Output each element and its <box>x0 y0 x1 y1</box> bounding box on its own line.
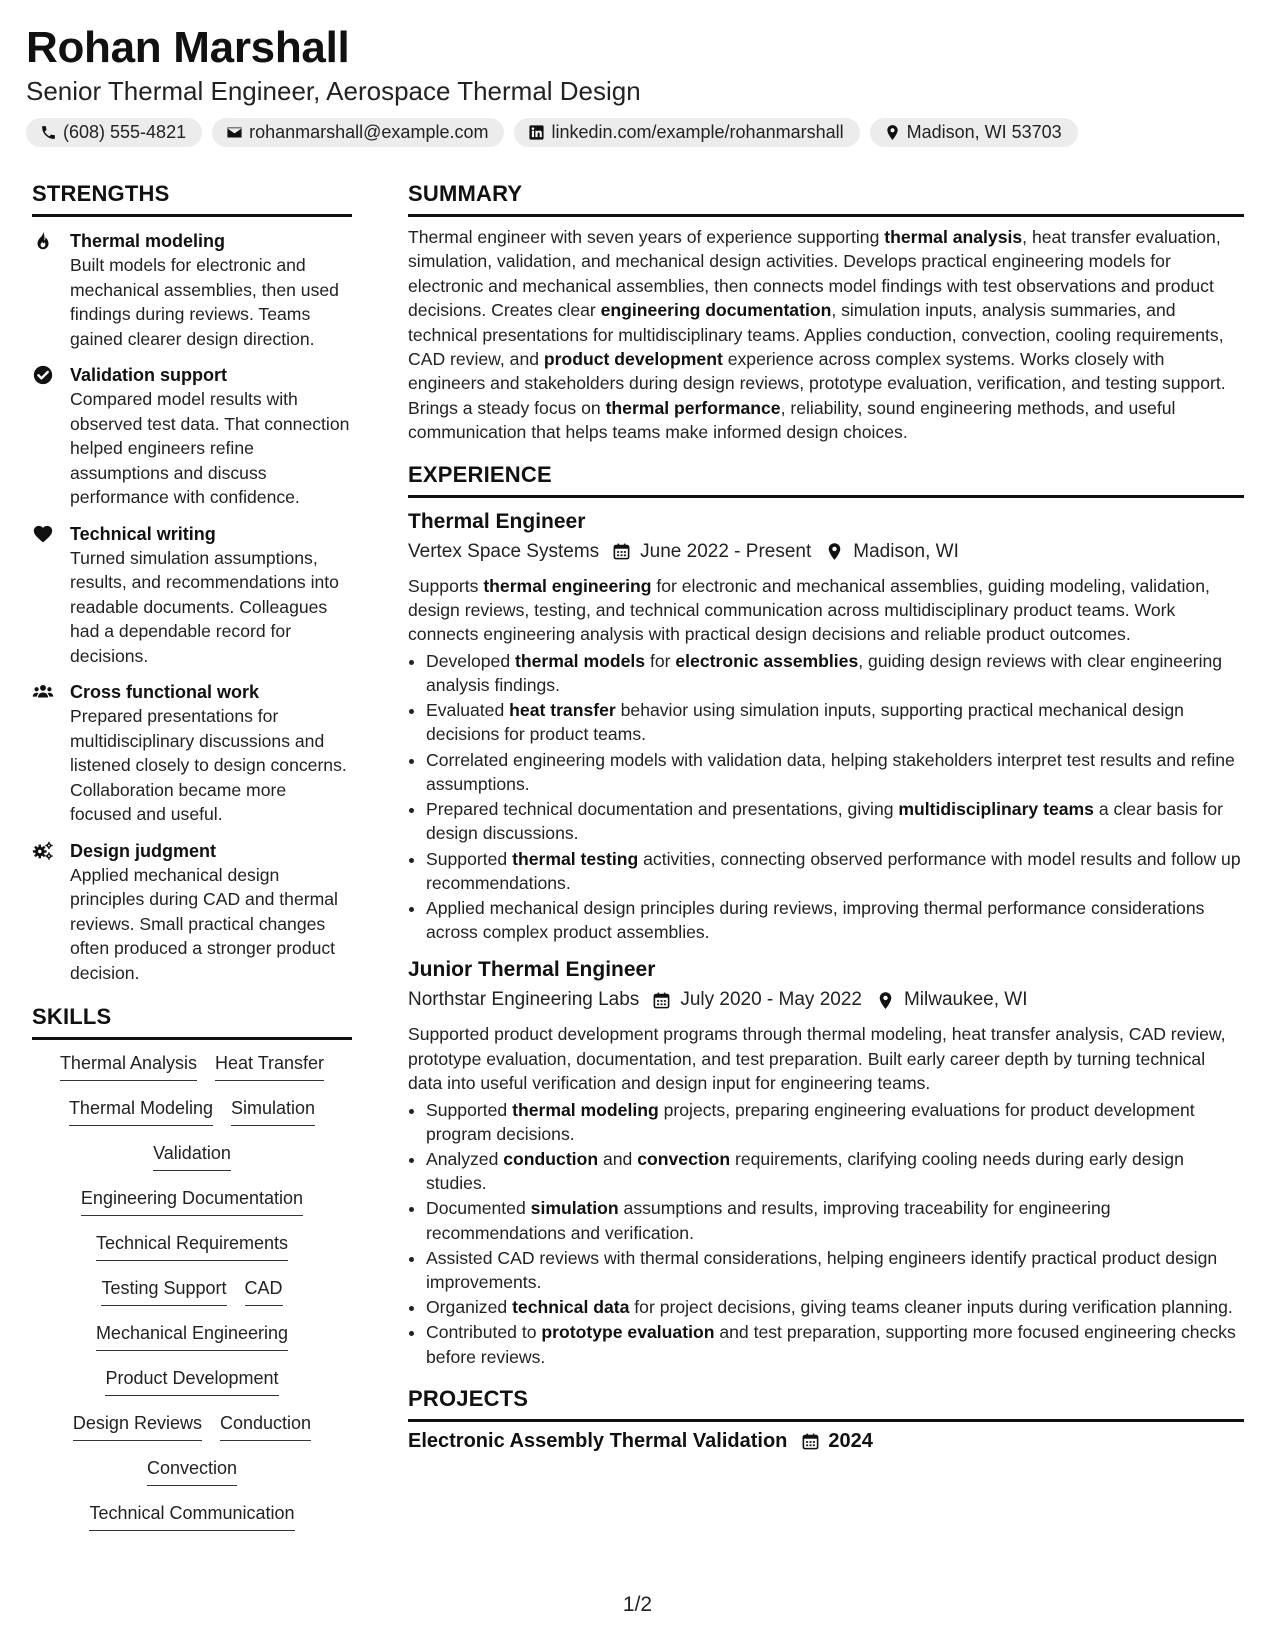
skill-row <box>32 1320 352 1365</box>
linkedin-icon <box>528 124 545 141</box>
skill-row <box>32 1095 352 1140</box>
calendar-icon <box>801 1432 820 1451</box>
map-pin-icon <box>876 991 895 1010</box>
contact-phone-text: (608) 555-4821 <box>63 122 187 142</box>
right-column <box>408 180 1244 1453</box>
skill-tag: Mechanical Engineering <box>96 1320 288 1351</box>
strength-title: Cross functional work <box>70 682 260 702</box>
job-bullet: • Supported thermal testing activities, connecting observed performance with model results and follow up recommendations. <box>426 847 1244 895</box>
strengths-heading: STRENGTHS <box>32 180 352 217</box>
summary-heading: SUMMARY <box>408 180 1244 217</box>
job-bullet: • Contributed to prototype evaluation and test preparation, supporting more focused engineering checks before reviews. <box>426 1320 1244 1368</box>
check-circle-icon <box>32 364 54 386</box>
strength-title: Design judgment <box>70 840 217 861</box>
contact-phone[interactable] <box>26 118 202 147</box>
users-icon <box>32 681 54 703</box>
job-company: Northstar Engineering Labs <box>408 989 640 1011</box>
job-bullet: • Evaluated heat transfer behavior using simulation inputs, supporting practical mechanical design decisions for product teams. <box>426 698 1244 746</box>
job-title: Junior Thermal Engineer <box>408 958 656 982</box>
contact-email[interactable] <box>212 118 504 147</box>
strength-title: Validation support <box>70 365 228 385</box>
strength-item <box>32 363 352 510</box>
heart-icon <box>32 523 54 545</box>
strength-desc: Prepared presentations for multidisciplinary discussions and listened closely to design concerns. Collaboration became more focused and useful. <box>70 706 347 824</box>
candidate-tagline: Senior Thermal Engineer, Aerospace Thermal Design <box>26 76 641 106</box>
calendar-icon <box>652 991 671 1010</box>
projects-heading: PROJECTS <box>408 1385 1244 1422</box>
candidate-name: Rohan Marshall <box>26 23 350 72</box>
job-description: Supported product development programs through thermal modeling, heat transfer analysis, CAD review, prototype evaluation, documentation, and test preparation. Built early career depth by turning technical data into useful verification and design input for engineering teams. <box>408 1024 1226 1094</box>
job-bullet: • Prepared technical documentation and presentations, giving multidisciplinary teams a clear basis for design discussions. <box>426 797 1244 845</box>
skill-tag: Heat Transfer <box>215 1050 324 1081</box>
strength-desc: Compared model results with observed test data. That connection helped engineers refine assumptions and discuss performance with confidence. <box>70 389 350 507</box>
skill-tag: Simulation <box>231 1095 315 1126</box>
skill-tag: Convection <box>147 1455 237 1486</box>
project-title: Electronic Assembly Thermal Validation <box>408 1429 788 1452</box>
strength-item <box>32 839 352 986</box>
experience-heading: EXPERIENCE <box>408 461 1244 498</box>
project-item <box>408 1430 1244 1453</box>
job-description: Supports thermal engineering for electronic and mechanical assemblies, guiding modeling, validation, design reviews, testing, and technical communication across multidisciplinary product teams. Work connects engineering analysis with practical design decisions and reliable product outcomes. <box>408 575 1210 645</box>
job-bullet: • Analyzed conduction and convection requirements, clarifying cooling needs during early design studies. <box>426 1147 1244 1195</box>
contact-location <box>870 118 1078 147</box>
skill-tag: Product Development <box>105 1365 278 1396</box>
skill-tag: Technical Communication <box>89 1500 294 1531</box>
contact-location-text: Madison, WI 53703 <box>906 122 1062 142</box>
skill-tag: Validation <box>153 1140 231 1171</box>
strength-item <box>32 229 352 351</box>
calendar-icon <box>612 542 631 561</box>
skills-heading: SKILLS <box>32 1003 352 1040</box>
skill-row <box>32 1140 352 1185</box>
strength-title: Technical writing <box>70 523 216 544</box>
job-bullets <box>408 649 1244 944</box>
map-pin-icon <box>825 542 844 561</box>
contact-bar <box>26 118 1246 147</box>
gears-icon <box>32 840 54 862</box>
strength-item <box>32 522 352 669</box>
summary-text: Thermal engineer with seven years of experience supporting thermal analysis, heat transfer evaluation, simulation, validation, and mechanical design activities. Develops practical engineering models for electronic and mechanical assemblies, then connects model findings with test observations and product decisions. Creates clear engineering documentation, simulation inputs, analysis summaries, and technical presentations for multidisciplinary teams. Applies conduction, convection, cooling requirements, CAD review, and product development experience across complex systems. Works closely with engineers and stakeholders during design reviews, prototype evaluation, verification, and testing support. Brings a steady focus on thermal performance, reliability, sound engineering methods, and useful communication that helps teams make informed design choices. <box>408 227 1226 443</box>
skill-row <box>32 1275 352 1320</box>
contact-linkedin[interactable] <box>514 118 859 147</box>
phone-icon <box>40 124 57 141</box>
resume-header <box>26 22 1246 147</box>
experience-list <box>408 508 1244 1369</box>
job-bullet: • Organized technical data for project decisions, giving teams cleaner inputs during verification planning. <box>426 1295 1244 1319</box>
skill-tag: Thermal Modeling <box>69 1095 213 1126</box>
skill-row <box>32 1230 352 1275</box>
skill-row <box>32 1050 352 1095</box>
job-dates: June 2022 - Present <box>640 540 812 562</box>
job-bullet: • Supported thermal modeling projects, preparing engineering evaluations for product development program decisions. <box>426 1098 1244 1146</box>
job-bullet: • Documented simulation assumptions and results, improving traceability for engineering recommendations and verification. <box>426 1196 1244 1244</box>
job-bullet: • Correlated engineering models with validation data, helping stakeholders interpret test results and refine assumptions. <box>426 748 1244 796</box>
skill-tag: Conduction <box>220 1410 311 1441</box>
job-location: Madison, WI <box>853 540 959 562</box>
contact-linkedin-text: linkedin.com/example/rohanmarshall <box>551 122 844 142</box>
job-company: Vertex Space Systems <box>408 540 600 562</box>
skill-tag: Engineering Documentation <box>81 1185 303 1216</box>
strength-desc: Applied mechanical design principles during CAD and thermal reviews. Small practical changes often produced a stronger product decision. <box>70 864 338 983</box>
strength-desc: Built models for electronic and mechanical assemblies, then used findings during reviews. Teams gained clearer design direction. <box>70 255 339 349</box>
page-number: 1/2 <box>622 1593 653 1616</box>
job-entry <box>408 508 1244 945</box>
flame-icon <box>32 230 54 252</box>
job-dates: July 2020 - May 2022 <box>680 989 862 1011</box>
skill-row <box>32 1500 352 1545</box>
map-pin-icon <box>884 124 901 141</box>
strength-title: Thermal modeling <box>70 231 226 251</box>
envelope-icon <box>226 124 243 141</box>
skill-row <box>32 1365 352 1410</box>
skill-tag: Design Reviews <box>73 1410 202 1441</box>
job-location: Milwaukee, WI <box>903 989 1028 1011</box>
job-meta <box>408 986 1244 1014</box>
job-title: Thermal Engineer <box>408 509 586 533</box>
job-bullet: • Developed thermal models for electronic assemblies, guiding design reviews with clear engineering analysis findings. <box>426 649 1244 697</box>
strength-item <box>32 680 352 827</box>
job-bullet: • Assisted CAD reviews with thermal considerations, helping engineers identify practical product design improvements. <box>426 1246 1244 1294</box>
skill-row <box>32 1455 352 1500</box>
skill-tag: Technical Requirements <box>96 1230 288 1261</box>
left-column <box>32 180 352 1545</box>
project-year: 2024 <box>828 1429 873 1452</box>
job-meta <box>408 538 1244 566</box>
skills-list <box>32 1050 352 1545</box>
skill-tag: Testing Support <box>101 1275 226 1306</box>
strength-desc: Turned simulation assumptions, results, and recommendations into readable documents. Colleagues had a dependable record for decisions. <box>70 547 339 666</box>
job-bullet: • Applied mechanical design principles during reviews, improving thermal performance considerations across complex product assemblies. <box>426 896 1244 944</box>
job-bullets <box>408 1098 1244 1369</box>
job-entry <box>408 956 1244 1368</box>
skill-tag: Thermal Analysis <box>60 1050 197 1081</box>
skill-row <box>32 1185 352 1230</box>
skill-tag: CAD <box>245 1275 283 1306</box>
skill-row <box>32 1410 352 1455</box>
contact-email-text: rohanmarshall@example.com <box>249 122 489 142</box>
